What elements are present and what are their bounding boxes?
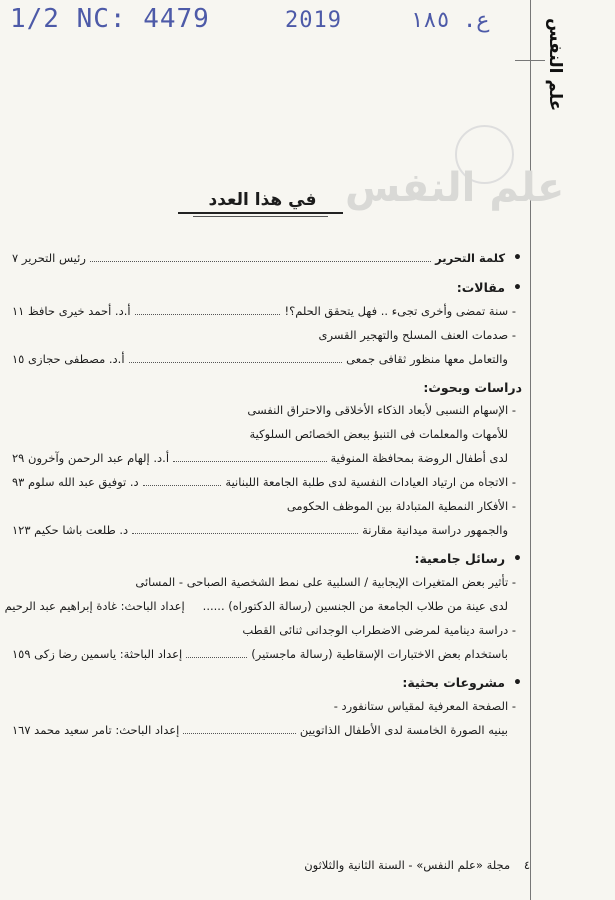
entry-title: - الأفكار النمطية المتبادلة بين الموظف الحكومى [286,499,516,513]
toc-entry [12,352,522,366]
toc-entry [12,523,522,537]
dot-leader [143,485,222,486]
entry-author: أ.د. مصطفى حجازى ١٥ [12,352,125,366]
heading-underline [178,212,343,214]
toc-entry [12,451,522,465]
dot-leader [186,657,247,658]
section-title: رسائل جامعية: [414,551,506,566]
toc-entry [12,723,522,737]
section-theses [4,551,522,661]
toc-entry-line [12,575,522,589]
section-title: كلمة التحرير [435,251,506,265]
watermark-title: علم النفس [345,165,565,211]
toc-entry-line [12,403,522,417]
entry-title-cont: بينيه الصورة الخامسة لدى الأطفال الذاتويين [299,723,508,737]
entry-author: إعداد الباحث: غادة إبراهيم عبد الرحيم [4,599,185,613]
handwritten-year: 2019 [285,8,342,33]
table-of-contents [4,250,522,751]
toc-entry [4,599,522,613]
side-strip-divider [530,0,531,900]
entry-author: إعداد الباحث: تامر سعيد محمد ١٦٧ [12,723,180,737]
entry-title-cont: لدى عينة من طلاب الجامعة من الجنسين (رسالة الدكتوراه) ...... [202,599,508,613]
page-number: ٤ [523,858,530,872]
journal-footer-title: مجلة «علم النفس» - السنة الثانية والثلاثون [304,858,511,872]
toc-entry-line [12,623,522,637]
entry-title: - سنة تمضى وأخرى تجىء .. فهل يتحقق الحلم؟! [284,304,516,318]
toc-entry-line [12,328,522,342]
entry-title: - تأثير بعض المتغيرات الإيجابية / السلبية على نمط الشخصية الصباحى - المسائى [135,575,516,589]
entry-title: - دراسة دينامية لمرضى الاضطراب الوجدانى ثنائى القطب [242,623,516,637]
entry-author: أ.د. إلهام عبد الرحمن وآخرون ٢٩ [12,451,170,465]
bullet-icon: • [513,675,522,691]
dot-leader [129,362,343,363]
entry-title-cont: للأمهات والمعلمات فى التنبؤ ببعض الخصائص السلوكية [249,427,508,441]
section-articles [12,280,522,366]
toc-entry-line [12,499,522,513]
section-studies [12,380,522,537]
section-editorial [12,250,522,266]
toc-entry-line [12,427,522,441]
heading-underline-thin [193,216,328,217]
entry-author: رئيس التحرير ٧ [12,251,86,265]
entry-author: إعداد الباحثة: ياسمين رضا زكى ١٥٩ [12,647,183,661]
entry-title-cont: والتعامل معها منظور ثقافى جمعى [346,352,508,366]
section-title: دراسات وبحوث: [423,380,522,395]
section-projects [12,675,522,737]
entry-title-cont: باستخدام بعض الاختبارات الإسقاطية (رسالة ماجستير) [251,647,508,661]
section-title: مشروعات بحثية: [402,675,506,690]
bullet-icon: • [513,280,522,296]
bullet-icon: • [513,551,522,567]
entry-title: - صدمات العنف المسلح والتهجير القسرى [318,328,516,342]
side-journal-title: علم النفس [545,18,565,112]
page-footer [304,858,530,872]
page-heading: في هذا العدد [208,190,317,210]
dot-leader [135,314,281,315]
entry-title: - الصفحة المعرفية لمقياس ستانفورد - [333,699,516,713]
entry-title: - الإسهام النسبى لأبعاد الذكاء الأخلاقى والاحتراق النفسى [247,403,516,417]
handwritten-issue-number: ع. ١٨٥ [410,8,490,33]
entry-author: د. توفيق عبد الله سلوم ٩٣ [12,475,139,489]
dot-leader [173,461,327,462]
toc-entry [12,647,522,661]
entry-author: أ.د. أحمد خيرى حافظ ١١ [12,304,131,318]
toc-entry [12,304,522,318]
toc-entry-line [12,699,522,713]
entry-title: - الاتجاه من ارتياد العيادات النفسية لدى طلبة الجامعة اللبنانية [225,475,516,489]
bullet-icon: • [513,250,522,266]
dot-leader [90,261,431,262]
entry-title-cont: والجمهور دراسة ميدانية مقارنة [362,523,508,537]
dot-leader [183,733,296,734]
section-title: مقالات: [456,280,506,295]
toc-entry [12,475,522,489]
handwritten-code: 1/2 NC: 4479 [10,4,210,34]
dot-leader [132,533,358,534]
entry-author: د. طلعت باشا حكيم ١٢٣ [12,523,129,537]
entry-title-cont: لدى أطفال الروضة بمحافظة المنوفية [330,451,508,465]
